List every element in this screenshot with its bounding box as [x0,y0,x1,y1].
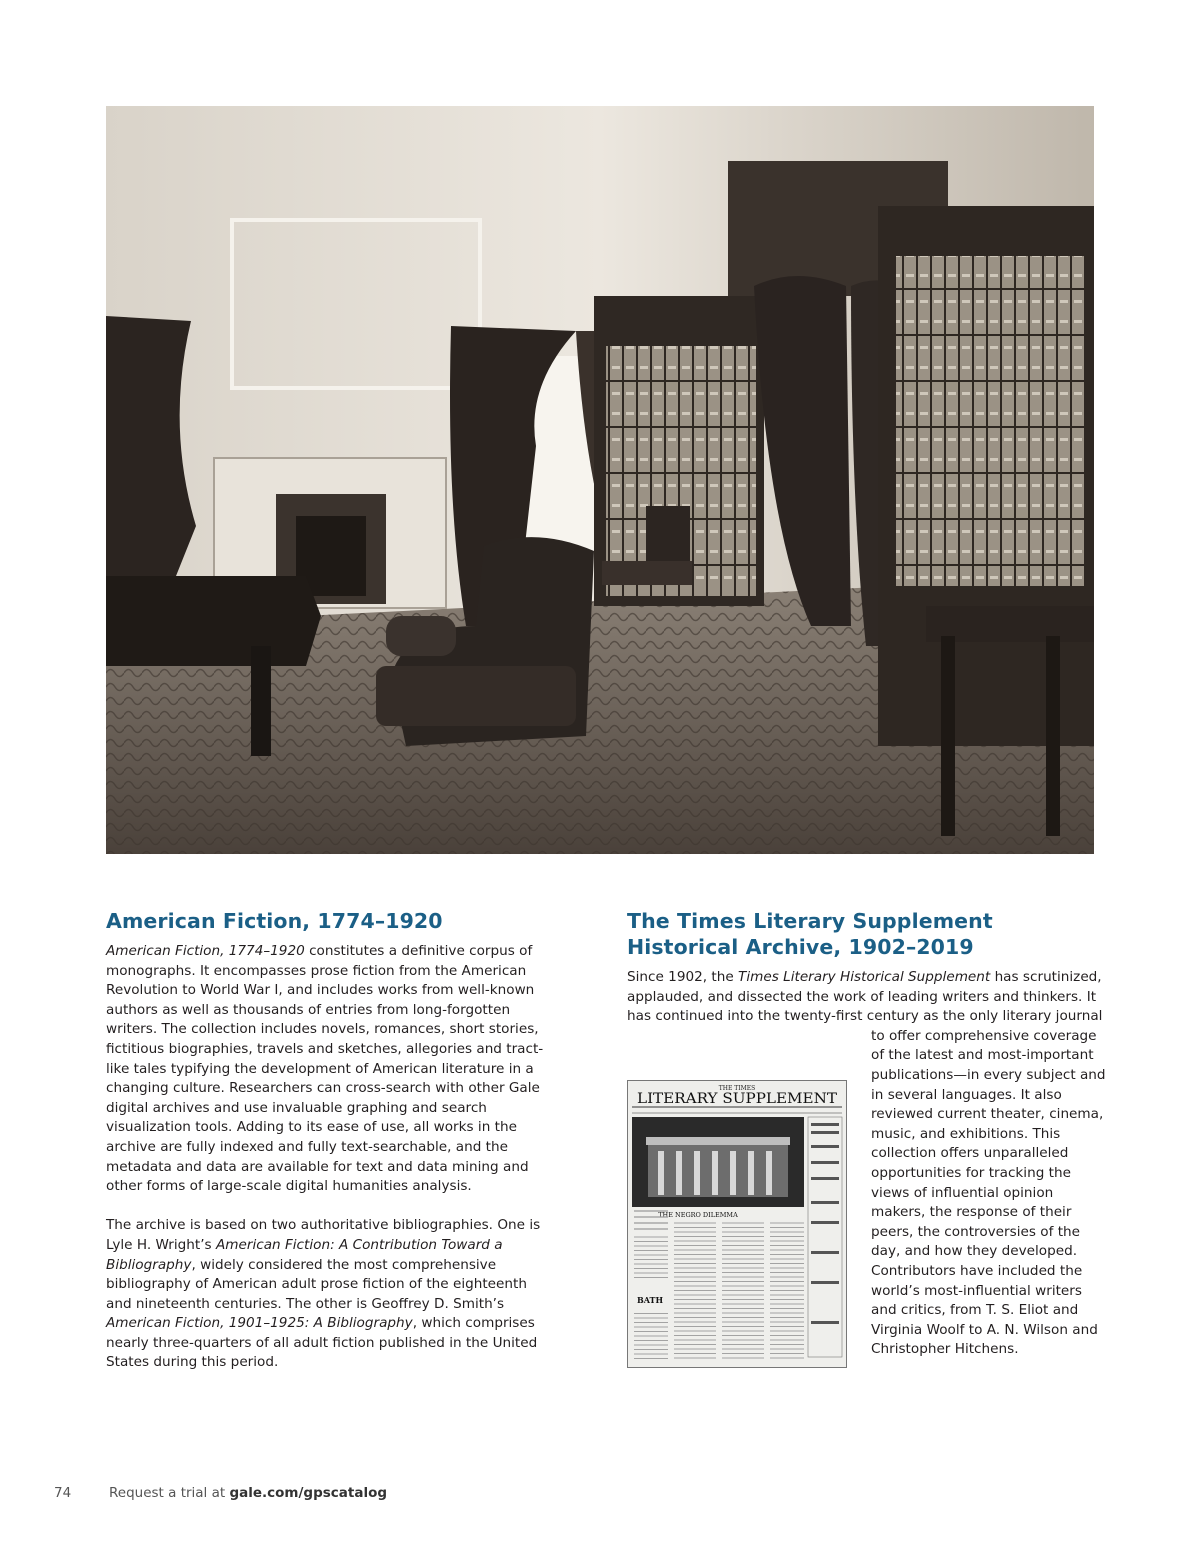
tls-text-c: has scrutinized, applauded, and dissected the work of leading writers and thinkers. It has continued into the twenty-first century as the only literary journal to offer comprehensive coverage of the latest and most-important publications—in every subject and in several languages. It also reviewed current theater, cinema, music, and exhibitions. This collection offers unparalleled opportunities for tracking the views of influential opinion makers, the response of their peers, the controversies of the day, and how they developed. Contributors have included the world’s most-influential writers and critics, from T. S. Eliot and Virginia Woolf to A. N. Wilson and Christopher Hitchens. [627,969,1106,1358]
newspaper-masthead-small: THE TIMES [718,1085,756,1092]
newspaper-icon [628,1081,846,1367]
american-fiction-p1-text: constitutes a definitive corpus of monographs. It encompasses prose fiction from the American Revolution to World War I, and includes works from well-known authors as well as thousands of entries from long-forgotten writers. The collection includes novels, romances, short stories, fictitious biographies, travels and sketches, allegories and tract-like tales typifying the development of American literature in a changing culture. Researchers can cross-search with other Gale digital archives and use invaluable graphing and search visualization tools. Adding to its ease of use, all works in the archive are fully indexed and fully text-searchable, and the metadata and data are available for text and data mining and other forms of large-scale digital humanities analysis. [106,943,544,1195]
trial-request-text [109,1485,387,1501]
newspaper-headline: THE NEGRO DILEMMA [658,1211,738,1219]
american-fiction-heading: American Fiction, 1774–1920 [106,909,443,933]
american-fiction-column [106,908,554,1373]
newspaper-front-page-image [627,1080,847,1368]
p2-text-e: , which comprises nearly three-quarters of all adult fiction published in the United States during this period. [106,1315,538,1371]
smith-bibliography-title: American Fiction, 1901–1925: A Bibliography [106,1315,413,1332]
american-fiction-title-italic: American Fiction, 1774–1920 [106,943,305,959]
trial-url-link[interactable]: gale.com/gpscatalog [229,1485,388,1501]
newspaper-masthead: LITERARY SUPPLEMENT [637,1091,838,1107]
american-fiction-paragraph-2 [106,1216,554,1373]
tls-text-a: Since 1902, the [627,969,739,985]
library-room-photo-icon [106,106,1094,854]
tls-title-italic: Times Literary Historical Supplement [738,969,991,985]
library-photo [106,106,1094,854]
p2-text-a: The archive is based on two authoritative bibliographies. One is Lyle H. Wright’s [106,1217,541,1253]
wright-bibliography-title: American Fiction: A Contribution Toward a Bibliography [106,1236,503,1273]
p2-text-c: , widely considered the most comprehensive bibliography of American adult prose fiction of the eighteenth and nineteenth centuries. The other is Geoffrey D. Smith’s [106,1256,527,1312]
page-footer [0,1485,1200,1505]
newspaper-ad-bath: BATH [636,1295,664,1305]
page-number: 74 [54,1485,72,1501]
american-fiction-paragraph-1 [106,942,554,1197]
tls-heading: The Times Literary Supplement Historical Archive, 1902–2019 [627,909,993,959]
trial-prefix: Request a trial at [109,1485,230,1501]
